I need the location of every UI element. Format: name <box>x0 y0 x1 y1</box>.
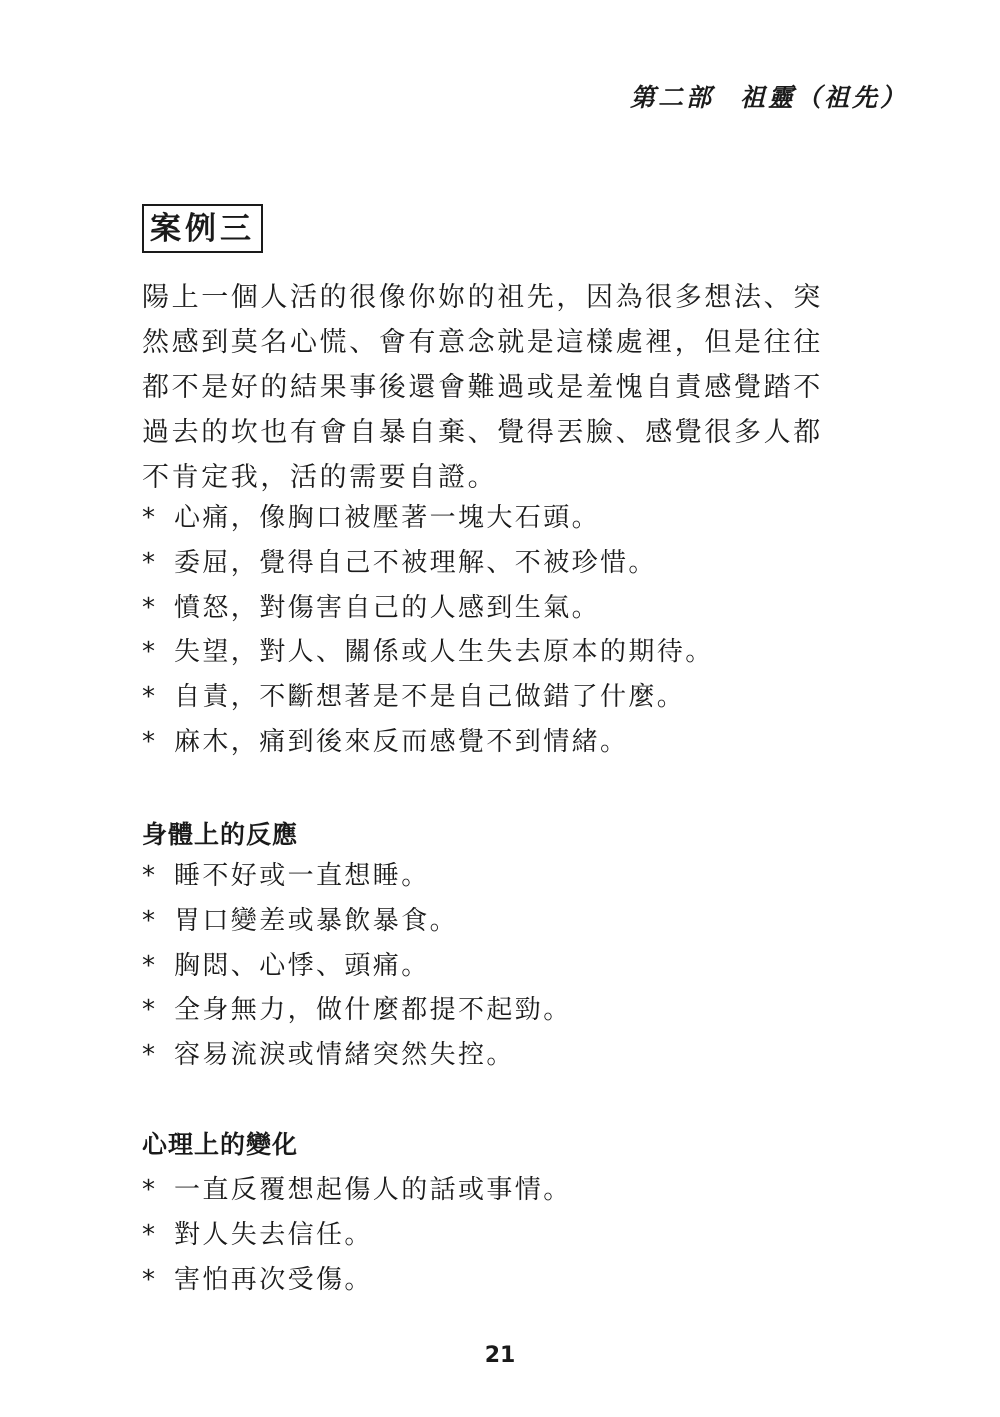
case-title: 案例三 <box>150 211 255 247</box>
bullet-marker: * <box>142 682 158 713</box>
bullet-marker: * <box>142 995 158 1026</box>
list-item-text: 睡不好或一直想睡。 <box>174 861 430 891</box>
emotion-list <box>142 496 714 765</box>
list-item-text: 全身無力，做什麼都提不起勁。 <box>174 995 572 1026</box>
case-title-box <box>142 204 263 253</box>
bullet-marker: * <box>142 1219 158 1250</box>
paragraph-line: 不肯定我，活的需要自證。 <box>142 462 498 493</box>
bullet-marker: * <box>142 637 158 668</box>
list-item <box>142 541 714 586</box>
psychological-list <box>142 1168 572 1302</box>
bullet-marker: * <box>142 861 158 891</box>
bullet-marker: * <box>142 905 158 936</box>
bullet-marker: * <box>142 547 158 578</box>
list-item-text: 胸悶、心悸、頭痛。 <box>174 950 430 981</box>
list-item <box>142 1258 572 1303</box>
list-item <box>142 988 572 1033</box>
list-item <box>142 586 714 631</box>
bullet-marker: * <box>142 1264 158 1295</box>
paragraph-line: 過去的坎也有會自暴自棄、覺得丟臉、感覺很多人都 <box>142 417 823 448</box>
bullet-marker: * <box>142 950 158 981</box>
bullet-marker: * <box>142 592 158 623</box>
page-number: 21 <box>484 1343 516 1368</box>
physical-heading: 身體上的反應 <box>142 820 299 849</box>
list-item-text: 自責，不斷想著是不是自己做錯了什麼。 <box>174 682 686 713</box>
list-item <box>142 630 714 675</box>
header-chapter: 祖靈（祖先） <box>739 83 908 112</box>
header-part: 第二部 <box>629 83 714 112</box>
physical-list <box>142 854 572 1078</box>
list-item-text: 委屈，覺得自己不被理解、不被珍惜。 <box>174 547 657 578</box>
list-item <box>142 1213 572 1258</box>
list-item <box>142 675 714 720</box>
list-item <box>142 944 572 989</box>
list-item <box>142 854 572 899</box>
paragraph-line: 都不是好的結果事後還會難過或是羞愧自責感覺踏不 <box>142 372 823 403</box>
paragraph-line: 陽上一個人活的很像你妳的祖先，因為很多想法、突 <box>142 282 823 313</box>
list-item-text: 容易流淚或情緒突然失控。 <box>174 1040 515 1071</box>
running-header <box>630 78 908 114</box>
bullet-marker: * <box>142 1175 158 1205</box>
list-item-text: 一直反覆想起傷人的話或事情。 <box>174 1175 572 1205</box>
list-item-text: 害怕再次受傷。 <box>174 1264 373 1295</box>
list-item-text: 麻木，痛到後來反而感覺不到情緒。 <box>174 726 629 757</box>
list-item-text: 失望，對人、關係或人生失去原本的期待。 <box>174 637 714 668</box>
bullet-marker: * <box>142 1040 158 1071</box>
psychological-heading: 心理上的變化 <box>142 1130 299 1159</box>
list-item-text: 憤怒，對傷害自己的人感到生氣。 <box>174 592 601 623</box>
bullet-marker: * <box>142 503 158 533</box>
list-item <box>142 1033 572 1078</box>
bullet-marker: * <box>142 726 158 757</box>
list-item <box>142 496 714 541</box>
list-item <box>142 720 714 765</box>
list-item-text: 胃口變差或暴飲暴食。 <box>174 905 459 936</box>
paragraph-line: 然感到莫名心慌、會有意念就是這樣處裡，但是往往 <box>142 327 823 358</box>
list-item <box>142 899 572 944</box>
intro-paragraph <box>142 275 892 500</box>
list-item-text: 對人失去信任。 <box>174 1219 373 1250</box>
list-item-text: 心痛，像胸口被壓著一塊大石頭。 <box>174 503 601 533</box>
list-item <box>142 1168 572 1213</box>
